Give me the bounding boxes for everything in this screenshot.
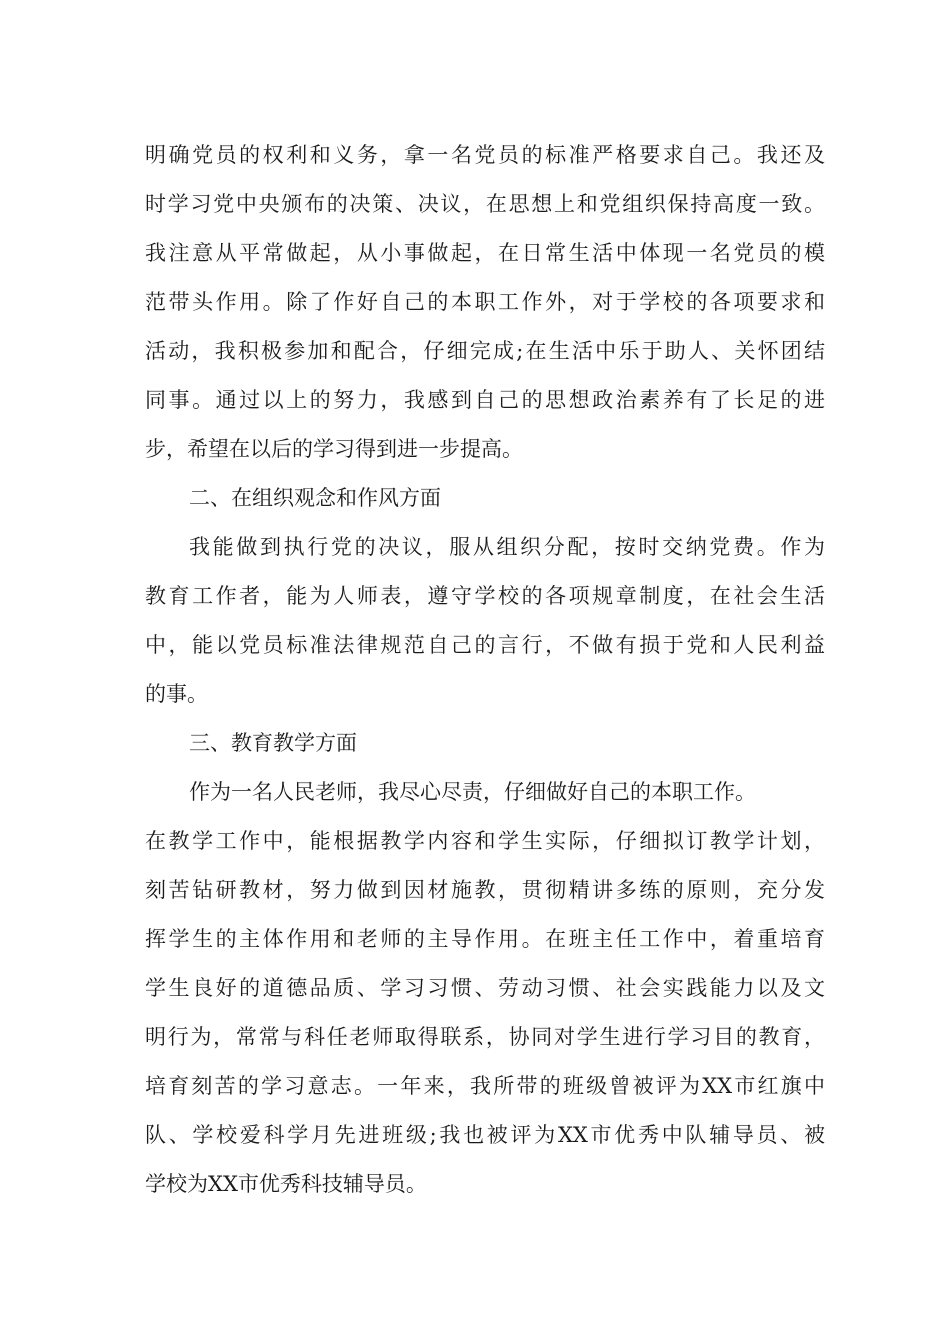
section-heading-organization — [145, 474, 825, 523]
text-line: 的事。 — [145, 682, 208, 706]
text-line: 队、学校爱科学月先进班级;我也被评为XX市优秀中队辅导员、被 — [145, 1123, 825, 1147]
document-body — [145, 131, 825, 1209]
text-line: 步，希望在以后的学习得到进一步提高。 — [145, 437, 523, 461]
text-line: 明确党员的权利和义务，拿一名党员的标准严格要求自己。我还及 — [145, 143, 825, 167]
section-heading: 三、教育教学方面 — [189, 731, 357, 755]
text-line: 活动，我积极参加和配合，仔细完成;在生活中乐于助人、关怀团结 — [145, 339, 825, 363]
text-line: 作为一名人民老师，我尽心尽责，仔细做好自己的本职工作。 — [189, 780, 756, 804]
text-line: 我能做到执行党的决议，服从组织分配，按时交纳党费。作为 — [189, 535, 825, 559]
text-line: 时学习党中央颁布的决策、决议，在思想上和党组织保持高度一致。 — [145, 192, 825, 216]
text-line: 在教学工作中，能根据教学内容和学生实际，仔细拟订教学计划， — [145, 829, 825, 853]
text-line: 培育刻苦的学习意志。一年来，我所带的班级曾被评为XX市红旗中 — [145, 1074, 825, 1098]
paragraph-party-member-duties — [145, 131, 825, 474]
text-line: 范带头作用。除了作好自己的本职工作外，对于学校的各项要求和 — [145, 290, 825, 314]
text-line: 我注意从平常做起，从小事做起，在日常生活中体现一名党员的模 — [145, 241, 825, 265]
text-line: 学生良好的道德品质、学习习惯、劳动习惯、社会实践能力以及文 — [145, 976, 825, 1000]
text-line: 挥学生的主体作用和老师的主导作用。在班主任工作中，着重培育 — [145, 927, 825, 951]
text-line: 明行为，常常与科任老师取得联系，协同对学生进行学习目的教育， — [145, 1025, 825, 1049]
paragraph-teaching — [145, 768, 825, 1209]
text-line: 学校为XX市优秀科技辅导员。 — [145, 1172, 427, 1196]
text-line: 刻苦钻研教材，努力做到因材施教，贯彻精讲多练的原则，充分发 — [145, 878, 825, 902]
text-line: 中，能以党员标准法律规范自己的言行，不做有损于党和人民利益 — [145, 633, 825, 657]
paragraph-organization — [145, 523, 825, 719]
section-heading: 二、在组织观念和作风方面 — [189, 486, 441, 510]
text-line: 同事。通过以上的努力，我感到自己的思想政治素养有了长足的进 — [145, 388, 825, 412]
text-line: 教育工作者，能为人师表，遵守学校的各项规章制度，在社会生活 — [145, 584, 825, 608]
section-heading-teaching — [145, 719, 825, 768]
